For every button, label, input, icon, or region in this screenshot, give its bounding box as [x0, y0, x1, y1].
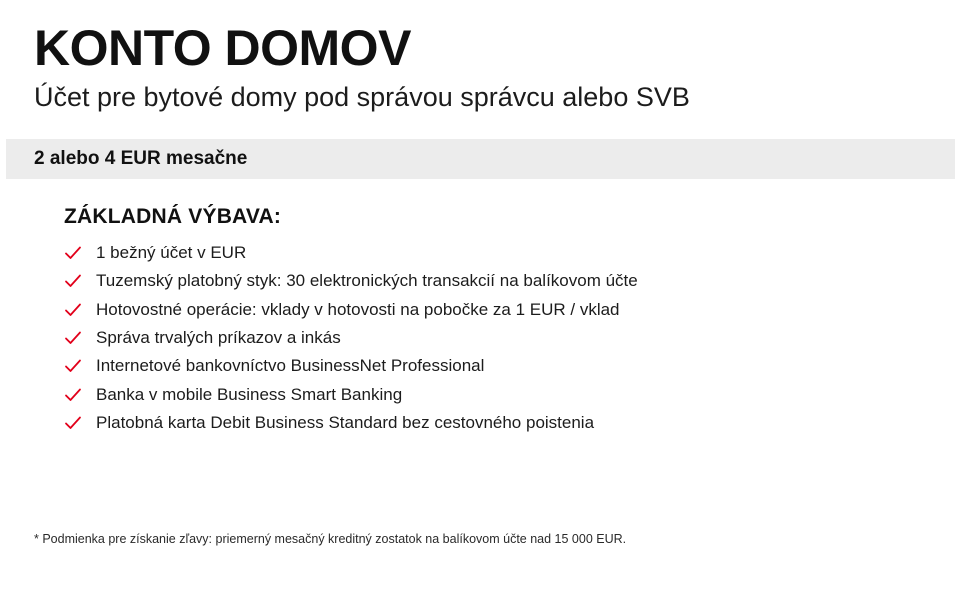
- list-item-label: Platobná karta Debit Business Standard bez cestovného poistenia: [96, 412, 595, 432]
- right-edge-spacer: [955, 0, 961, 592]
- page-subtitle: Účet pre bytové domy pod správou správcu alebo SVB: [34, 81, 690, 112]
- check-icon: [64, 357, 82, 375]
- list-item-label: Tuzemský platobný styk: 30 elektronických transakcií na balíkovom účte: [96, 271, 638, 291]
- card-header: [0, 0, 961, 113]
- list-item-label: Správa trvalých príkazov a inkás: [96, 327, 341, 347]
- bottom-spacer: [0, 574, 961, 592]
- list-item: [64, 381, 927, 409]
- list-item: [64, 239, 927, 267]
- check-icon: [64, 386, 82, 404]
- list-item: [64, 267, 927, 295]
- list-item-label: Hotovostné operácie: vklady v hotovosti na pobočke za 1 EUR / vklad: [96, 299, 620, 319]
- check-icon: [64, 329, 82, 347]
- check-icon: [64, 301, 82, 319]
- feature-list: [64, 239, 927, 437]
- check-icon: [64, 414, 82, 432]
- page-title: KONTO DOMOV: [34, 20, 411, 76]
- list-item-label: Internetové bankovníctvo BusinessNet Professional: [96, 356, 485, 376]
- left-edge-spacer: [0, 0, 6, 592]
- footnote: * Podmienka pre získanie zľavy: priemerný mesačný kreditný zostatok na balíkovom účte nad 15 000 EUR.: [34, 531, 627, 546]
- features-section: [0, 179, 961, 437]
- check-icon: [64, 272, 82, 290]
- list-item: [64, 324, 927, 352]
- price-band: [0, 139, 961, 179]
- list-item: [64, 352, 927, 380]
- list-item-label: 1 bežný účet v EUR: [96, 242, 247, 262]
- list-item: [64, 409, 927, 437]
- check-icon: [64, 244, 82, 262]
- section-heading: ZÁKLADNÁ VÝBAVA:: [64, 204, 282, 228]
- list-item: [64, 296, 927, 324]
- list-item-label: Banka v mobile Business Smart Banking: [96, 384, 403, 404]
- price-label: 2 alebo 4 EUR mesačne: [34, 147, 248, 169]
